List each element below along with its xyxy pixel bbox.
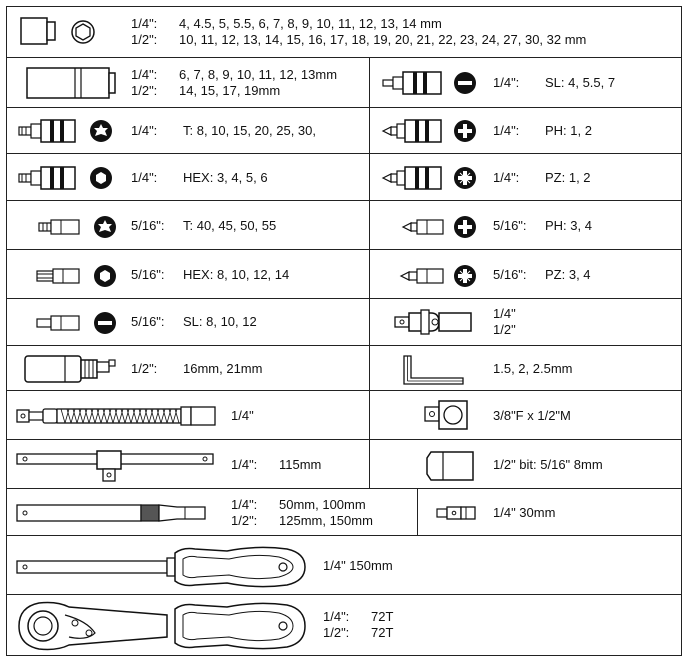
row-spark-plug-hex-keys — [6, 345, 682, 391]
size-label: 1/4" — [493, 306, 516, 321]
hex-bit-icon — [37, 263, 119, 294]
size-values: 50mm, 100mm — [279, 497, 366, 512]
size-values: HEX: 3, 4, 5, 6 — [183, 170, 268, 185]
size-values: 1.5, 2, 2.5mm — [493, 361, 573, 376]
size-values: 6, 7, 8, 9, 10, 11, 12, 13mm — [179, 67, 338, 82]
size-label: 1/4": — [231, 497, 258, 512]
ratchet-icon — [17, 599, 307, 658]
size-values: 16mm, 21mm — [183, 361, 263, 376]
size-label: 5/16": — [493, 267, 527, 282]
row-deep-sockets — [6, 57, 682, 108]
size-values: T: 40, 45, 50, 55 — [183, 218, 277, 233]
size-values: PZ: 1, 2 — [545, 170, 591, 185]
size-values: 3/8"F x 1/2"M — [493, 408, 571, 423]
pozidriv-bit-icon — [401, 263, 483, 294]
torx-bit-socket-icon — [19, 118, 119, 149]
row-screwdriver-handle — [6, 535, 682, 595]
screwdriver-handle-icon — [17, 545, 307, 594]
torx-bit-icon — [39, 214, 119, 245]
hex-bit-socket-icon — [19, 165, 119, 196]
size-values: HEX: 8, 10, 12, 14 — [183, 267, 290, 282]
slotted-bit-icon — [37, 310, 119, 341]
row-short-sockets — [6, 6, 682, 58]
bit-adapter-icon — [427, 450, 477, 487]
size-label: 1/2": — [131, 361, 158, 376]
row-slotted-bits-universal-joint — [6, 298, 682, 346]
row-torx-phillips-sockets — [6, 107, 682, 154]
size-values: 72T — [371, 625, 394, 640]
size-values: 125mm, 150mm — [279, 513, 373, 528]
size-label: 1/4": — [493, 75, 520, 90]
size-values: PH: 1, 2 — [545, 123, 592, 138]
size-label: 1/4": — [131, 170, 158, 185]
size-values: 14, 15, 17, 19mm — [179, 83, 281, 98]
size-values: 1/4" 150mm — [323, 558, 393, 573]
size-values: 10, 11, 12, 13, 14, 15, 16, 17, 18, 19, 20, 21, 22, 23, 24, 27, 30, 32 mm — [179, 32, 587, 47]
size-label: 1/4": — [131, 123, 158, 138]
size-label: 1/2" — [493, 322, 516, 337]
size-label: 1/4": — [323, 609, 350, 624]
row-hex-pozidriv-bits — [6, 249, 682, 299]
size-values: 1/4" 30mm — [493, 505, 556, 520]
slotted-bit-socket-icon — [383, 70, 473, 101]
universal-joint-icon — [395, 307, 479, 342]
size-label: 5/16": — [131, 314, 165, 329]
size-label: 1/4": — [231, 457, 258, 472]
size-label: 1/4": — [493, 123, 520, 138]
spark-plug-socket-icon — [25, 354, 125, 389]
row-hex-pozidriv-sockets — [6, 153, 682, 201]
phillips-bit-socket-icon — [383, 118, 473, 149]
hex-key-icon — [403, 354, 465, 391]
extension-bar-icon — [17, 501, 217, 530]
size-label: 1/4" — [231, 408, 254, 423]
size-values: 115mm — [279, 457, 322, 472]
size-label: 1/4": — [131, 16, 158, 31]
size-label: 1/4": — [131, 67, 158, 82]
row-torx-phillips-bits — [6, 200, 682, 250]
size-label: 1/2": — [323, 625, 350, 640]
row-ratchet — [6, 594, 682, 656]
short-socket-icon — [21, 16, 91, 53]
size-values: PZ: 3, 4 — [545, 267, 591, 282]
size-label: 5/16": — [493, 218, 527, 233]
size-values: 4, 4.5, 5, 5.5, 6, 7, 8, 9, 10, 11, 12, 13, 14 mm — [179, 16, 442, 31]
size-values: SL: 8, 10, 12 — [183, 314, 257, 329]
size-label: 1/2": — [231, 513, 258, 528]
size-label: 1/4": — [493, 170, 520, 185]
tool-set-sheet — [6, 6, 682, 656]
pozidriv-bit-socket-icon — [383, 165, 473, 196]
size-values: PH: 3, 4 — [545, 218, 592, 233]
size-values: 72T — [371, 609, 394, 624]
short-extension-icon — [437, 505, 479, 526]
row-t-bar-bit-adapter — [6, 439, 682, 489]
adapter-icon — [425, 400, 479, 435]
size-label: 5/16": — [131, 267, 165, 282]
size-label: 1/2": — [131, 32, 158, 47]
phillips-bit-icon — [403, 214, 483, 245]
size-label: 1/2": — [131, 83, 158, 98]
size-values: 1/2" bit: 5/16" 8mm — [493, 457, 603, 472]
row-flexible-extension-adapter — [6, 390, 682, 440]
flexible-extension-icon — [17, 404, 221, 433]
row-extension-bars — [6, 488, 682, 536]
size-label: 5/16": — [131, 218, 165, 233]
size-values: SL: 4, 5.5, 7 — [545, 75, 616, 90]
size-values: T: 8, 10, 15, 20, 25, 30, — [183, 123, 316, 138]
deep-socket-icon — [27, 66, 117, 105]
t-bar-handle-icon — [17, 450, 217, 489]
